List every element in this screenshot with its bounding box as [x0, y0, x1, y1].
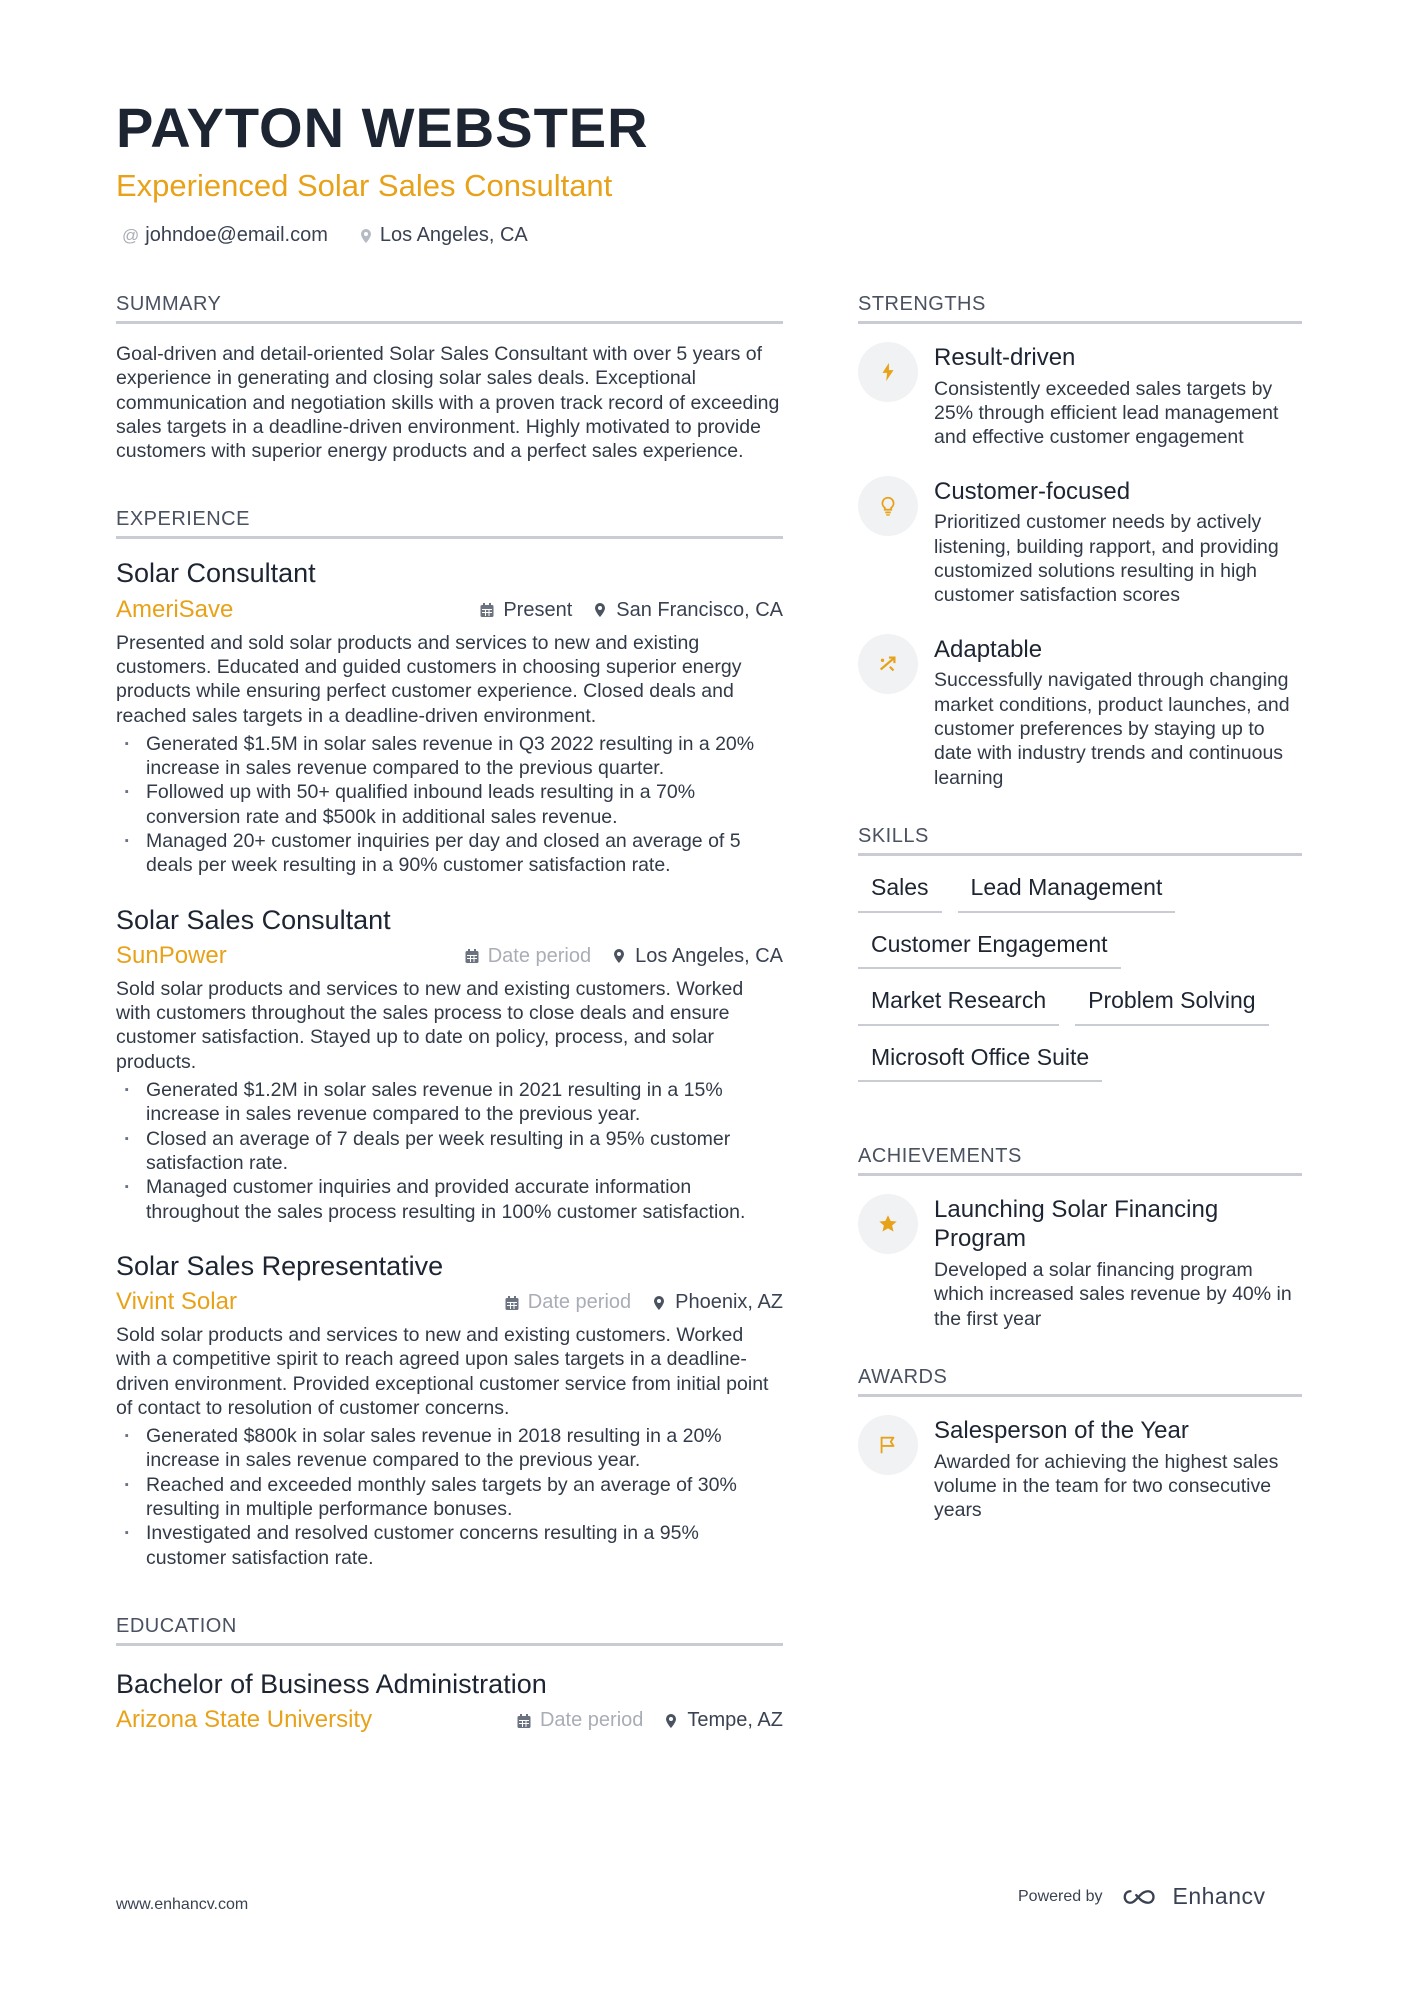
contact-location	[358, 224, 528, 247]
strength-body	[934, 342, 1302, 450]
job-description: Presented and sold solar products and services to new and existing customers. Educated and guided customers in choosing superior energy products while ensuring perfect customer experience. Closed deals and reached sales targets in a deadline-driven environment.	[116, 631, 742, 727]
strength-desc: Successfully navigated through changing market conditions, product launches, and customer preferences by staying up to date with industry trends and continuous learning	[934, 669, 1290, 789]
strength-title: Result-driven	[934, 344, 1076, 371]
job-date	[464, 945, 591, 968]
job-company: SunPower	[116, 942, 227, 970]
summary-text: Goal-driven and detail-oriented Solar Sales Consultant with over 5 years of experience in generating and closing solar sales deals. Exceptional communication and negotiation skills with a proven track record of exceeding sales targets in a deadline-driven environment. Highly motivated to provide customers with superior energy products and a perfect sales experience.	[116, 343, 780, 463]
calendar-icon	[479, 602, 495, 618]
skill-tag: Sales	[858, 874, 942, 913]
job-bullets	[116, 732, 783, 878]
skill-tag: Customer Engagement	[858, 931, 1121, 970]
shuffle-icon	[877, 653, 899, 675]
strength-icon-badge	[858, 342, 918, 402]
job-location	[592, 599, 783, 622]
at-icon: @	[122, 225, 140, 245]
education-date-text: Date period	[539, 1709, 644, 1732]
job-meta-right	[464, 945, 783, 968]
job-bullet: · Followed up with 50+ qualified inbound leads resulting in a 70% conversion rate and $500k in additional sales revenue.	[116, 780, 783, 829]
award-icon-badge	[858, 1415, 918, 1475]
achievement-body	[934, 1194, 1302, 1330]
achievement-title: Launching Solar Financing Program	[934, 1196, 1219, 1253]
job-date-text: Date period	[487, 944, 592, 967]
job-entry	[116, 904, 783, 1224]
job-bullet: · Generated $1.2M in solar sales revenue in 2021 resulting in a 15% increase in sales revenue compared to the previous year.	[116, 1078, 783, 1127]
strength-icon-badge	[858, 634, 918, 694]
job-location-text: Los Angeles, CA	[635, 944, 783, 967]
summary-section	[116, 292, 783, 463]
skills-list	[858, 874, 1298, 1082]
education-meta	[116, 1706, 783, 1735]
email-text: johndoe@email.com	[145, 224, 328, 246]
awards-section	[858, 1365, 1302, 1523]
job-entry	[116, 557, 783, 877]
strength-body	[934, 476, 1302, 608]
job-location	[611, 945, 783, 968]
strength-body	[934, 634, 1302, 790]
right-column	[858, 292, 1302, 1549]
job-role: Solar Sales Consultant	[116, 904, 391, 935]
footer-branding	[1018, 1883, 1266, 1910]
job-company: Vivint Solar	[116, 1288, 237, 1316]
job-meta	[116, 1288, 783, 1317]
education-degree: Bachelor of Business Administration	[116, 1668, 547, 1699]
award-body	[934, 1415, 1302, 1523]
award-item	[858, 1415, 1302, 1523]
job-meta-right	[479, 599, 783, 622]
job-bullet: · Generated $800k in solar sales revenue in 2018 resulting in a 20% increase in sales revenue compared to the previous year.	[116, 1424, 783, 1473]
strength-desc: Prioritized customer needs by actively listening, building rapport, and providing customized solutions resulting in high customer satisfaction scores	[934, 511, 1279, 607]
job-bullet: · Reached and exceeded monthly sales targets by an average of 30% resulting in multiple performance bonuses.	[116, 1473, 783, 1522]
job-role: Solar Consultant	[116, 558, 316, 589]
job-bullets	[116, 1424, 783, 1570]
education-school: Arizona State University	[116, 1706, 373, 1734]
strength-item	[858, 634, 1302, 790]
infinity-logo-icon	[1119, 1885, 1165, 1909]
job-location	[651, 1291, 783, 1314]
contact-email[interactable]	[122, 224, 328, 247]
job-company: AmeriSave	[116, 595, 234, 623]
strength-item	[858, 476, 1302, 608]
strength-desc: Consistently exceeded sales targets by 25% through efficient lead management and effective customer engagement	[934, 377, 1279, 449]
calendar-icon	[516, 1713, 532, 1729]
skill-tag: Lead Management	[958, 874, 1176, 913]
experience-heading: EXPERIENCE	[116, 507, 783, 539]
strengths-heading: STRENGTHS	[858, 292, 1302, 324]
location-pin-icon	[663, 1713, 679, 1729]
job-meta-right	[504, 1291, 783, 1314]
contact-row	[122, 224, 528, 247]
award-title: Salesperson of the Year	[934, 1416, 1189, 1444]
job-description: Sold solar products and services to new and existing customers. Worked with customers throughout the sales process to close deals and ensure customer satisfaction. Stayed up to date on policy, process, and solar products.	[116, 977, 744, 1073]
job-description: Sold solar products and services to new and existing customers. Worked with a competitive spirit to reach agreed upon sales targets in a deadline-driven environment. Provided exceptional customer service from initial point of contact to resolution of customer concerns.	[116, 1323, 769, 1419]
job-bullet: · Investigated and resolved customer concerns resulting in a 95% customer satisfaction rate.	[116, 1521, 783, 1570]
strengths-section	[858, 292, 1302, 790]
education-location-text: Tempe, AZ	[687, 1709, 783, 1732]
location-pin-icon	[611, 948, 627, 964]
education-heading: EDUCATION	[116, 1614, 783, 1646]
job-entry	[116, 1250, 783, 1570]
skill-tag: Problem Solving	[1075, 987, 1268, 1026]
summary-heading: SUMMARY	[116, 292, 783, 324]
job-date	[479, 599, 572, 622]
job-date-text: Date period	[527, 1291, 632, 1314]
achievement-icon-badge	[858, 1194, 918, 1254]
strength-title: Customer-focused	[934, 477, 1131, 505]
job-bullet: · Closed an average of 7 deals per week resulting in a 95% customer satisfaction rate.	[116, 1127, 783, 1176]
job-location-text: San Francisco, CA	[616, 598, 783, 621]
education-section	[116, 1614, 783, 1735]
skill-tag: Microsoft Office Suite	[858, 1044, 1102, 1083]
left-column	[116, 292, 783, 1741]
location-pin-icon	[651, 1295, 667, 1311]
job-bullet: · Managed customer inquiries and provided accurate information throughout the sales process resulting in 100% customer satisfaction.	[116, 1175, 783, 1224]
achievements-heading: ACHIEVEMENTS	[858, 1144, 1302, 1176]
powered-by-text: Powered by	[1018, 1887, 1103, 1905]
brand-logo[interactable]	[1119, 1883, 1266, 1910]
award-desc: Awarded for achieving the highest sales volume in the team for two consecutive years	[934, 1450, 1279, 1522]
skills-heading: SKILLS	[858, 824, 1302, 856]
calendar-icon	[504, 1295, 520, 1311]
strength-icon-badge	[858, 476, 918, 536]
job-meta	[116, 942, 783, 971]
bolt-icon	[877, 361, 899, 383]
location-text: Los Angeles, CA	[379, 224, 528, 246]
calendar-icon	[464, 948, 480, 964]
brand-name: Enhancv	[1172, 1883, 1266, 1909]
location-pin-icon	[592, 602, 608, 618]
awards-heading: AWARDS	[858, 1365, 1302, 1397]
strength-item	[858, 342, 1302, 450]
candidate-name: PAYTON WEBSTER	[116, 96, 649, 159]
job-bullet: · Managed 20+ customer inquiries per day and closed an average of 5 deals per week resulting in a 90% customer satisfaction rate.	[116, 829, 783, 878]
experience-section	[116, 507, 783, 1569]
achievement-item	[858, 1194, 1302, 1330]
job-date	[504, 1291, 631, 1314]
lightbulb-icon	[877, 495, 899, 517]
education-date	[516, 1709, 643, 1732]
education-location	[663, 1709, 783, 1732]
job-meta	[116, 596, 783, 625]
location-pin-icon	[358, 228, 374, 244]
achievements-section	[858, 1144, 1302, 1330]
job-role: Solar Sales Representative	[116, 1250, 444, 1281]
candidate-headline: Experienced Solar Sales Consultant	[116, 168, 613, 203]
job-bullet: · Generated $1.5M in solar sales revenue in Q3 2022 resulting in a 20% increase in sales revenue compared to the previous quarter.	[116, 732, 783, 781]
job-bullets	[116, 1078, 783, 1224]
footer-website[interactable]: www.enhancv.com	[116, 1896, 249, 1913]
job-location-text: Phoenix, AZ	[675, 1291, 783, 1314]
job-date-text: Present	[503, 598, 573, 621]
education-meta-right	[516, 1709, 783, 1732]
star-icon	[877, 1213, 899, 1235]
strength-title: Adaptable	[934, 635, 1043, 663]
achievement-desc: Developed a solar financing program which increased sales revenue by 40% in the first year	[934, 1258, 1292, 1330]
flag-icon	[877, 1434, 899, 1456]
skills-section	[858, 824, 1302, 1082]
skill-tag: Market Research	[858, 987, 1059, 1026]
